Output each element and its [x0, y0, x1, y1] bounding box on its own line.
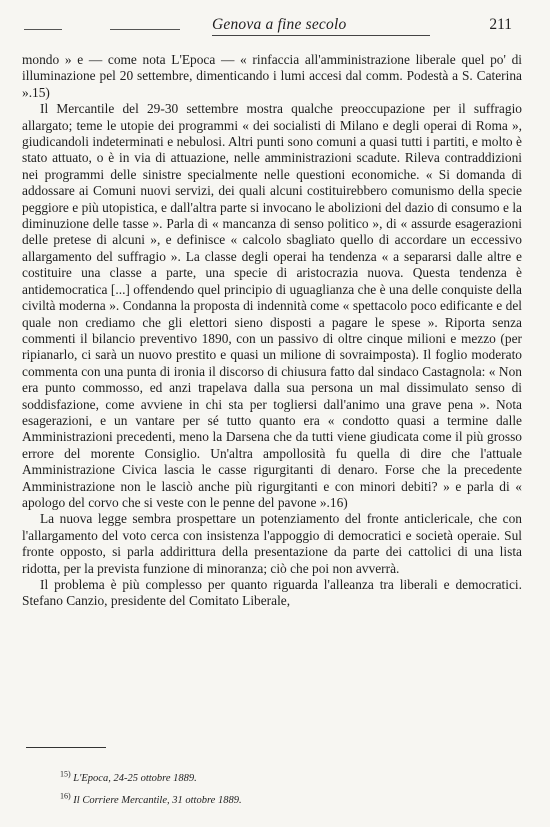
paragraph-3: La nuova legge sembra prospettare un potenziamento del fronte anticlericale, che con l'allargamento del voto cerca con insistenza l'appoggio di democratici e società operaie. Sul fronte opposto, si parla addirittura della presentazione da parte dei cattolici di una lista ridotta, per la prevista funzione di minoranza; ciò che poi non avverrà.: [22, 511, 522, 576]
page-number: 211: [489, 16, 512, 33]
footnote-15: [60, 768, 500, 790]
footnote-separator: [26, 747, 106, 748]
paragraph-1: mondo » e — come nota L'Epoca — « rinfaccia all'amministrazione liberale quel po' di illuminazione pel 20 settembre, dimenticando i lumi accesi dal comm. Podestà a S. Caterina ».15): [22, 52, 522, 100]
footnote-16: [60, 790, 500, 812]
footnote-text: L'Epoca, 24-25 ottobre 1889.: [73, 773, 197, 784]
footnote-text: Il Corriere Mercantile, 31 ottobre 1889.: [73, 795, 242, 806]
footnotes: [60, 768, 500, 812]
paragraph-4: Il problema è più complesso per quanto riguarda l'alleanza tra liberali e democratici. Stefano Canzio, presidente del Comitato Liberale,: [22, 577, 522, 609]
footnote-number: 15): [60, 769, 71, 779]
header-rule-left-2: [110, 29, 180, 30]
running-header: [22, 16, 524, 38]
footnote-number: 16): [60, 791, 71, 801]
running-title-underline: [212, 35, 430, 36]
header-rule-left: [24, 29, 62, 30]
running-title: Genova a fine secolo: [212, 16, 347, 33]
paragraph-2: Il Mercantile del 29-30 settembre mostra qualche preoccupazione per il suffragio allargato; teme le utopie dei programmi « dei socialisti di Milano e degli operai di Roma », giudicandoli indeterminati e nebulosi. Altri punti sono comuni a quasi tutti i partiti, e molto è stato attuato, o è in via di attuazione, nelle amministrazioni scadute. Rileva contraddizioni nei programmi delle sinistre specialmente nelle questioni economiche. « Si domanda di addossare ai Comuni nuovi servizi, dei quali alcuni costituirebbero comunismo della specie peggiore e più utopistica, e dall'altra parte si invocano le abolizioni del dazio di consumo e la diminuzione delle tasse ». Parla di « mancanza di senso politico », di « assurde esagerazioni delle pretese di alcuni », e definisce « calcolo sbagliato quello di accordare un eccessivo allargamento del suffragio ». La classe degli operai ha tendenza « a separarsi dalle altre e costituire una classe a parte, una specie di aristocrazia nuova. Questa tendenza è antidemocratica [...] offendendo quel principio di uguaglianza che è una delle conquiste della civiltà moderna ». Condanna la proposta di indennità come « spettacolo poco edificante e del quale non crediamo che gli elettori sieno disposti a pagare le spese ». Riporta senza commenti il bilancio preventivo 1890, con un passivo di oltre cinque milioni e mezzo (per ripianarlo, ci sarà un nuovo prestito e quasi un milione di sovraimposta). Il foglio moderato commenta con una punta di ironia il discorso di chiusura fatto dal sindaco Castagnola: « Non era punto commosso, ed anzi trapelava dalla sua persona un mal dissimulato senso di soddisfazione, come avviene in chi sta per togliersi dall'animo una grave pena ». Nota esagerazioni, e un vantare per sé tutto quanto era « condotto quasi a termine dalle Amministrazioni precedenti, meno la Darsena che da tutti viene giudicata come il più grosso errore del morente Consiglio. Un'altra ampollosità fu quella di dire che l'attuale Amministrazione Civica lascia le casse rigurgitanti di denaro. Forse che la precedente Amministrazione non le lasciò anche più rigurgitanti e con minori debiti? » e parla di « apologo del corvo che si veste con le penne del pavone ».16): [22, 101, 522, 510]
body-text: [22, 52, 522, 610]
